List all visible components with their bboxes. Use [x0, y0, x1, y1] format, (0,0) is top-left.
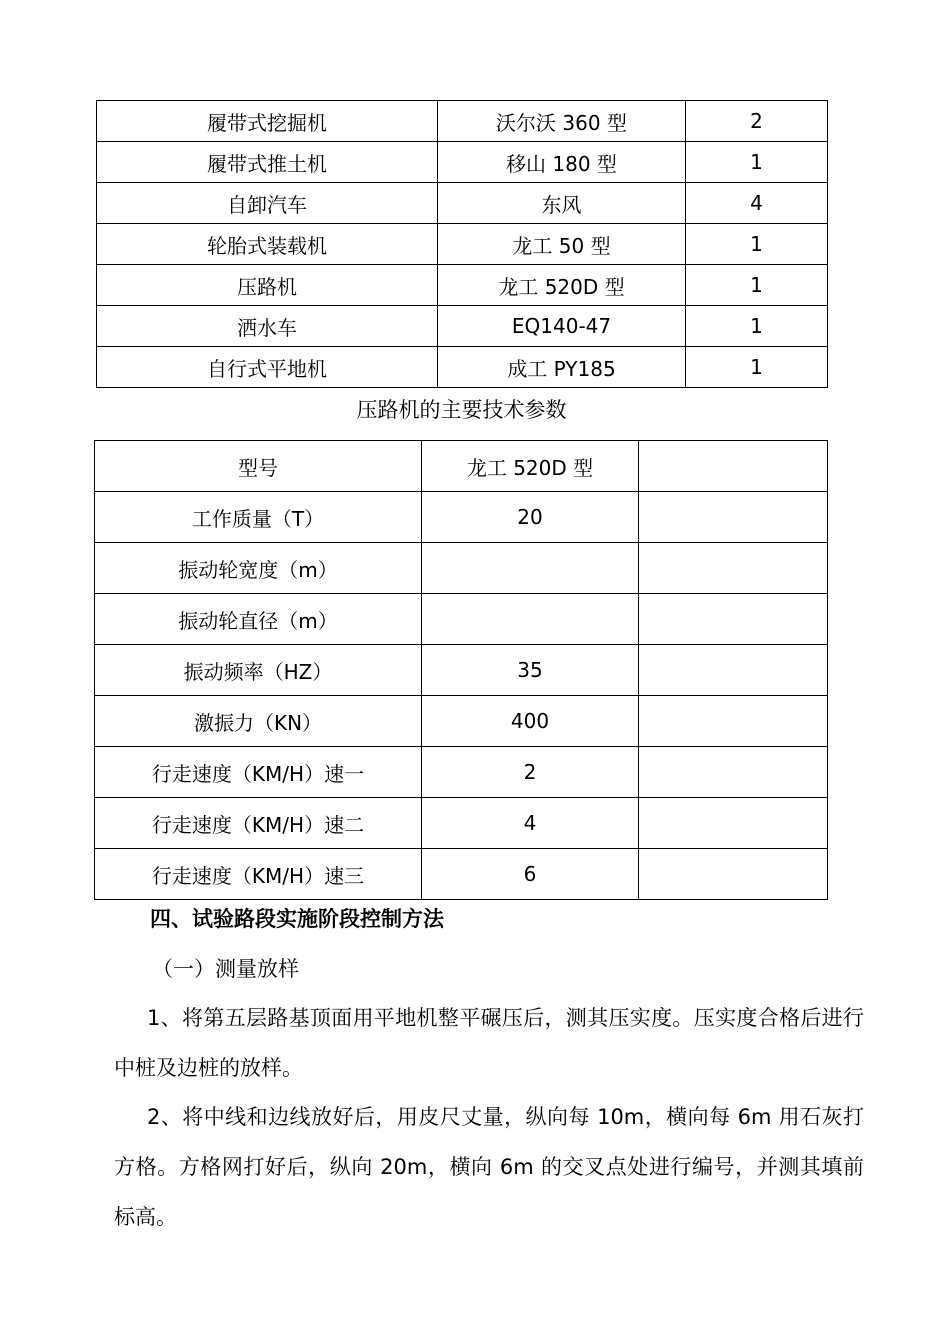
spec-value: 2	[422, 747, 639, 798]
table-row	[97, 306, 828, 347]
spec-extra	[639, 492, 828, 543]
table-caption: 压路机的主要技术参数	[356, 398, 567, 422]
spec-value: 龙工 520D 型	[422, 441, 639, 492]
spec-extra	[639, 696, 828, 747]
table-row	[95, 696, 828, 747]
spec-param: 行走速度（KM/H）速一	[95, 747, 422, 798]
equipment-name: 自卸汽车	[97, 183, 438, 224]
spec-value	[422, 594, 639, 645]
table-row	[95, 849, 828, 900]
spec-value: 4	[422, 798, 639, 849]
table-row	[95, 798, 828, 849]
equipment-qty: 4	[686, 183, 828, 224]
spec-extra	[639, 798, 828, 849]
equipment-qty: 1	[686, 142, 828, 183]
spec-extra	[639, 594, 828, 645]
spec-param: 行走速度（KM/H）速二	[95, 798, 422, 849]
equipment-qty: 1	[686, 347, 828, 388]
paragraph: 2、将中线和边线放好后，用皮尺丈量，纵向每 10m，横向每 6m 用石灰打方格。方格网打好后，纵向 20m，横向 6m 的交叉点处进行编号，并测其填前标高。	[114, 1105, 864, 1229]
spec-param: 振动频率（HZ）	[95, 645, 422, 696]
table-row	[97, 265, 828, 306]
roller-spec-table	[94, 440, 828, 900]
spec-param: 型号	[95, 441, 422, 492]
spec-value	[422, 543, 639, 594]
spec-param: 激振力（KN）	[95, 696, 422, 747]
equipment-table	[96, 100, 828, 388]
table-row	[97, 224, 828, 265]
spec-param: 振动轮直径（m）	[95, 594, 422, 645]
equipment-qty: 2	[686, 101, 828, 142]
table-row	[95, 492, 828, 543]
equipment-name: 履带式推土机	[97, 142, 438, 183]
spec-extra	[639, 543, 828, 594]
table-row	[95, 441, 828, 492]
table-row	[95, 747, 828, 798]
equipment-name: 压路机	[97, 265, 438, 306]
equipment-model: 东风	[438, 183, 686, 224]
paragraph: 1、将第五层路基顶面用平地机整平碾压后，测其压实度。压实度合格后进行中桩及边桩的放样。	[114, 1006, 864, 1080]
equipment-model: 龙工 50 型	[438, 224, 686, 265]
spec-param: 工作质量（T）	[95, 492, 422, 543]
section-heading: 四、试验路段实施阶段控制方法	[150, 907, 444, 931]
equipment-model: EQ140-47	[438, 306, 686, 347]
spec-extra	[639, 441, 828, 492]
equipment-model: 龙工 520D 型	[438, 265, 686, 306]
table-row	[95, 543, 828, 594]
table-row	[97, 347, 828, 388]
equipment-model: 沃尔沃 360 型	[438, 101, 686, 142]
spec-extra	[639, 849, 828, 900]
equipment-qty: 1	[686, 306, 828, 347]
equipment-name: 洒水车	[97, 306, 438, 347]
table-row	[95, 594, 828, 645]
spec-value: 35	[422, 645, 639, 696]
spec-value: 20	[422, 492, 639, 543]
spec-param: 振动轮宽度（m）	[95, 543, 422, 594]
equipment-model: 成工 PY185	[438, 347, 686, 388]
table-row	[97, 142, 828, 183]
table-row	[95, 645, 828, 696]
equipment-name: 履带式挖掘机	[97, 101, 438, 142]
equipment-qty: 1	[686, 265, 828, 306]
equipment-name: 自行式平地机	[97, 347, 438, 388]
equipment-qty: 1	[686, 224, 828, 265]
equipment-name: 轮胎式装载机	[97, 224, 438, 265]
spec-extra	[639, 645, 828, 696]
equipment-model: 移山 180 型	[438, 142, 686, 183]
spec-value: 6	[422, 849, 639, 900]
spec-extra	[639, 747, 828, 798]
table-row	[97, 101, 828, 142]
spec-value: 400	[422, 696, 639, 747]
subsection-heading: （一）测量放样	[152, 957, 299, 981]
table-row	[97, 183, 828, 224]
spec-param: 行走速度（KM/H）速三	[95, 849, 422, 900]
